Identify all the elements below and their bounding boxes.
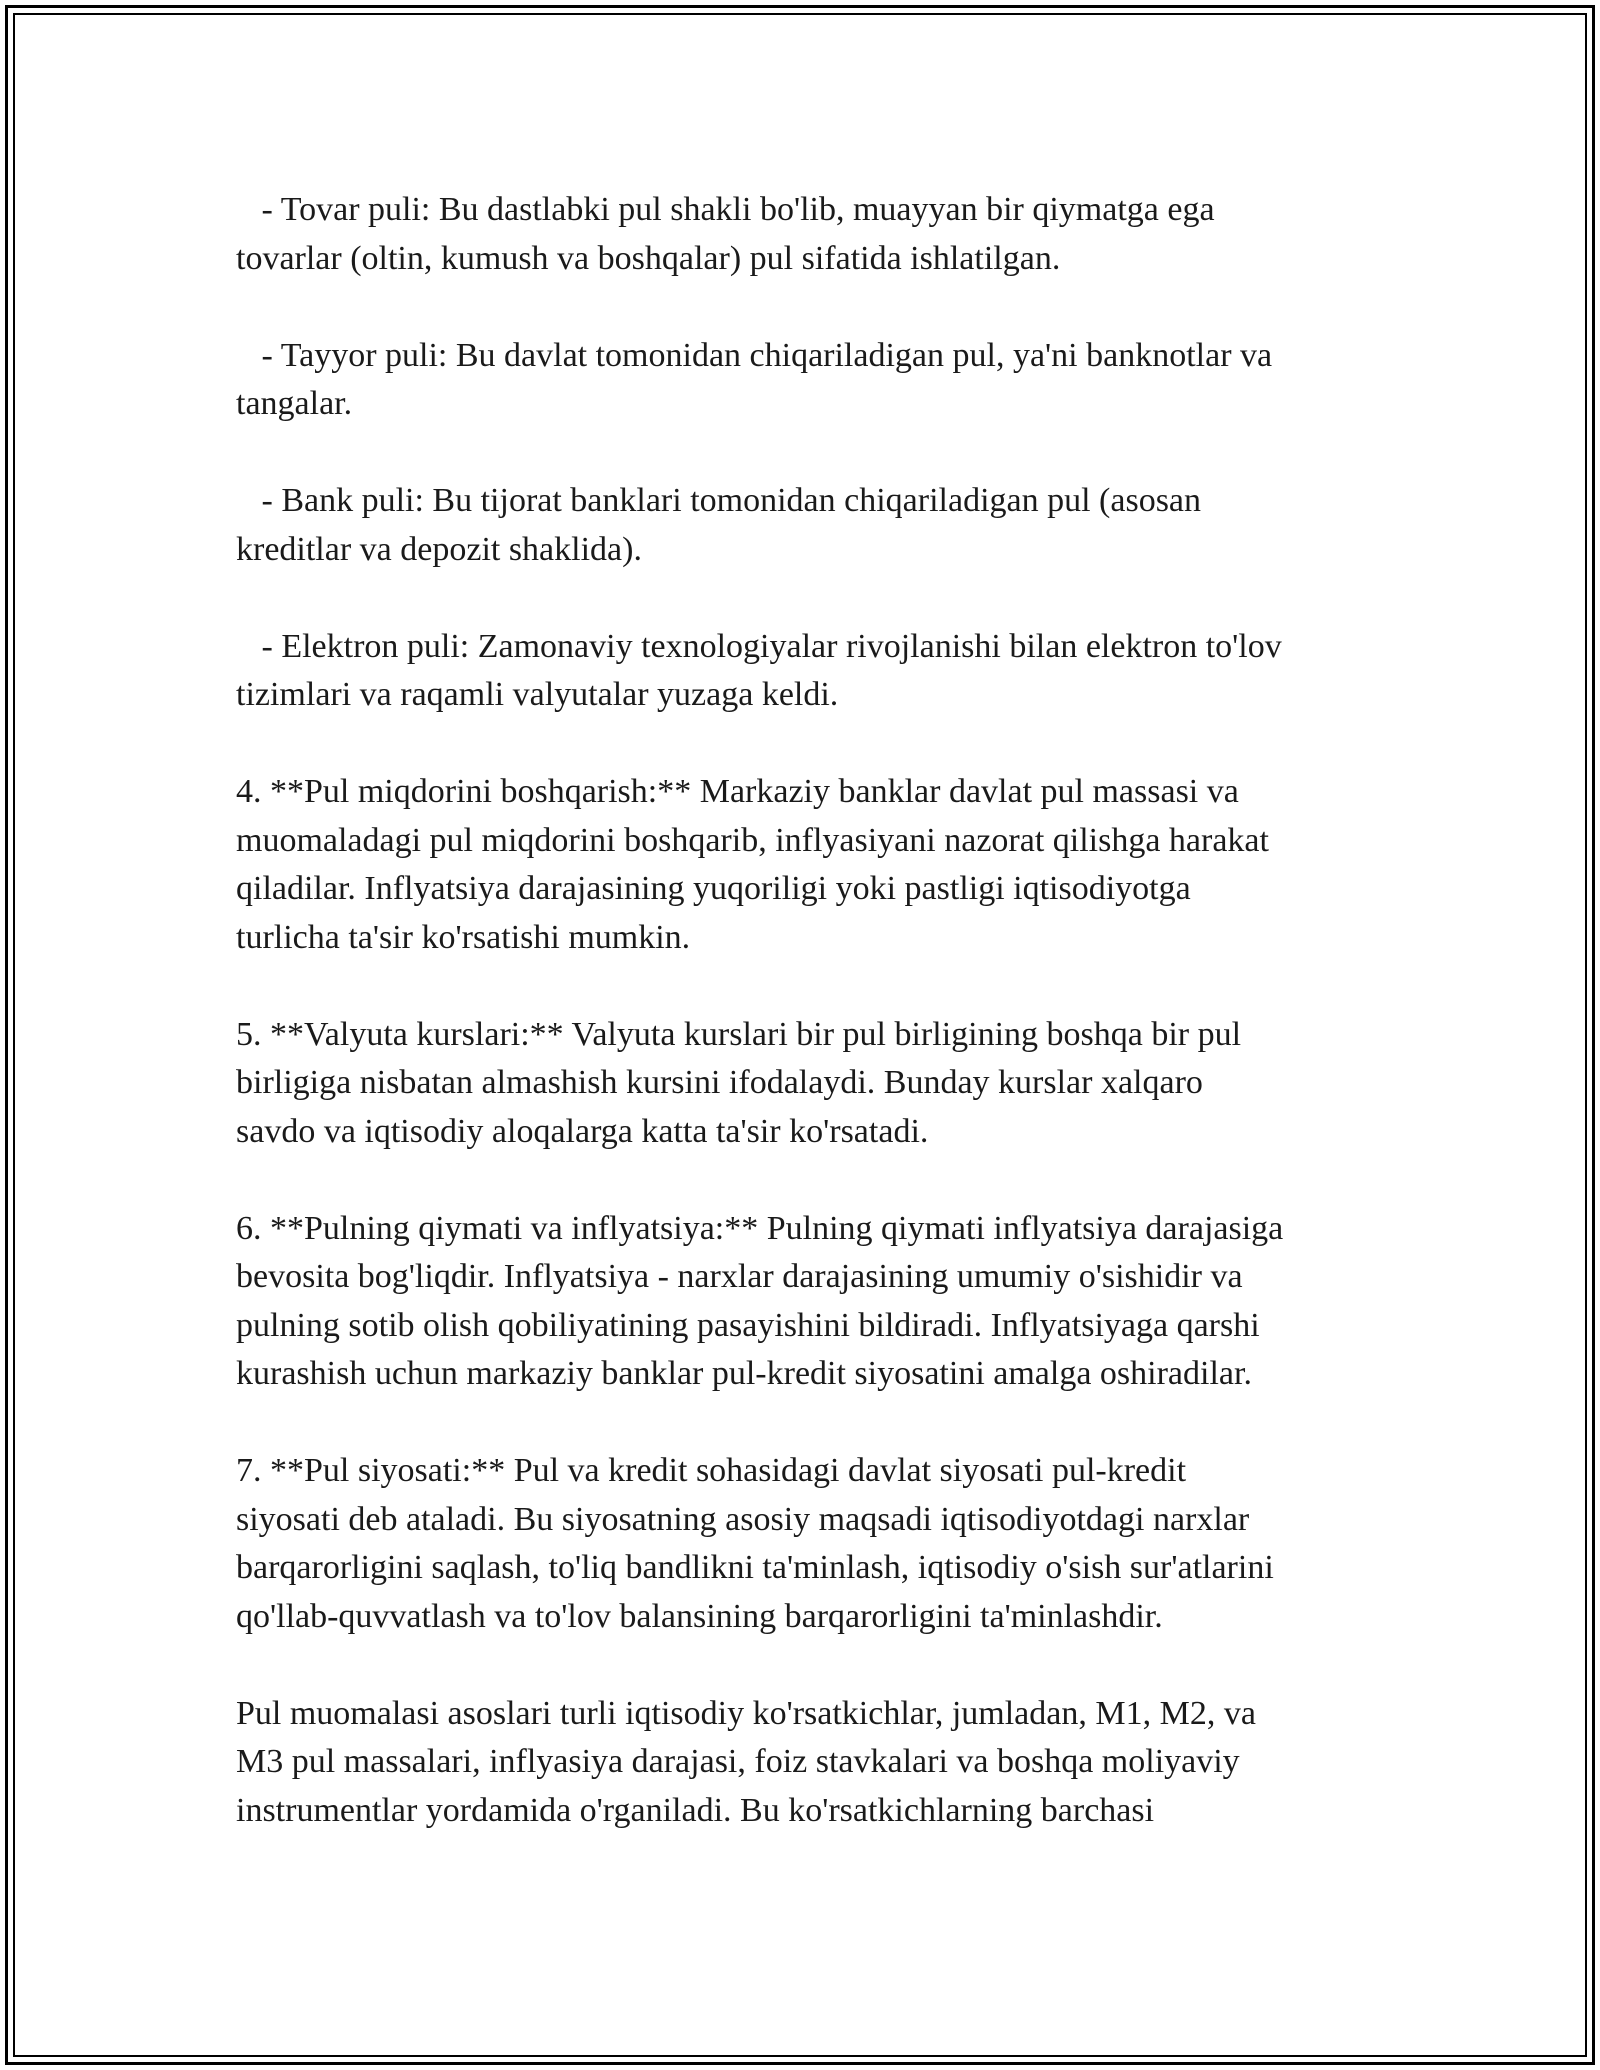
paragraph-valyuta-kurslari [236,1011,1376,1157]
paragraph-pulning-qiymati [236,1205,1376,1399]
text-line: tangalar. [236,385,353,422]
text-line: - Tayyor puli: Bu davlat tomonidan chiqariladigan pul, ya'ni banknotlar va [236,336,1273,374]
text-line: barqarorligini saqlash, to'liq bandlikni ta'minlash, iqtisodiy o'sish sur'atlarini [236,1549,1274,1586]
paragraph-tovar-puli [236,186,1376,283]
text-line: bevosita bog'liqdir. Inflyatsiya - narxlar darajasining umumiy o'sishidir va [236,1258,1243,1295]
text-line: 7. **Pul siyosati:** Pul va kredit sohasidagi davlat siyosati pul-kredit [236,1452,1187,1489]
text-line: qiladilar. Inflyatsiya darajasining yuqoriligi yoki pastligi iqtisodiyotga [236,870,1191,907]
text-line: birligiga nisbatan almashish kursini ifodalaydi. Bunday kurslar xalqaro [236,1064,1203,1101]
paragraph-bank-puli [236,477,1376,574]
text-line: siyosati deb ataladi. Bu siyosatning asosiy maqsadi iqtisodiyotdagi narxlar [236,1500,1250,1538]
text-line: - Tovar puli: Bu dastlabki pul shakli bo'lib, muayyan bir qiymatga ega [236,191,1215,228]
text-line: tizimlari va raqamli valyutalar yuzaga keldi. [236,676,839,713]
text-line: savdo va iqtisodiy aloqalarga katta ta'sir ko'rsatadi. [236,1112,929,1150]
text-line: turlicha ta'sir ko'rsatishi mumkin. [236,918,691,956]
text-line: - Bank puli: Bu tijorat banklari tomonidan chiqariladigan pul (asosan [236,482,1202,519]
text-line: pulning sotib olish qobiliyatining pasayishini bildiradi. Inflyatsiyaga qarshi [236,1306,1260,1344]
text-line: - Elektron puli: Zamonaviy texnologiyalar rivojlanishi bilan elektron to'lov [236,627,1282,665]
text-line: M3 pul massalari, inflyasiya darajasi, foiz stavkalari va boshqa moliyaviy [236,1743,1240,1780]
paragraph-pul-siyosati [236,1447,1376,1641]
text-line: qo'llab-quvvatlash va to'lov balansining barqarorligini ta'minlashdir. [236,1597,1163,1635]
paragraph-elektron-puli [236,623,1376,720]
paragraph-pul-muomalasi-asoslari [236,1690,1376,1836]
text-line: 5. **Valyuta kurslari:** Valyuta kurslari bir pul birligining boshqa bir pul [236,1015,1242,1053]
text-line: tovarlar (oltin, kumush va boshqalar) pul sifatida ishlatilgan. [236,239,1061,277]
text-line: instrumentlar yordamida o'rganiladi. Bu ko'rsatkichlarning barchasi [236,1791,1155,1829]
text-line: 4. **Pul miqdorini boshqarish:** Markaziy banklar davlat pul massasi va [236,773,1239,810]
document-body [236,186,1376,1835]
text-line: 6. **Pulning qiymati va inflyatsiya:** Pulning qiymati inflyatsiya darajasiga [236,1209,1284,1247]
text-line: kreditlar va depozit shaklida). [236,530,642,568]
paragraph-pul-miqdorini-boshqarish [236,768,1376,962]
paragraph-tayyor-puli [236,332,1376,429]
text-line: muomaladagi pul miqdorini boshqarib, inflyasiyani nazorat qilishga harakat [236,821,1269,859]
text-line: Pul muomalasi asoslari turli iqtisodiy ko'rsatkichlar, jumladan, M1, M2, va [236,1694,1256,1732]
text-line: kurashish uchun markaziy banklar pul-kredit siyosatini amalga oshiradilar. [236,1355,1252,1392]
